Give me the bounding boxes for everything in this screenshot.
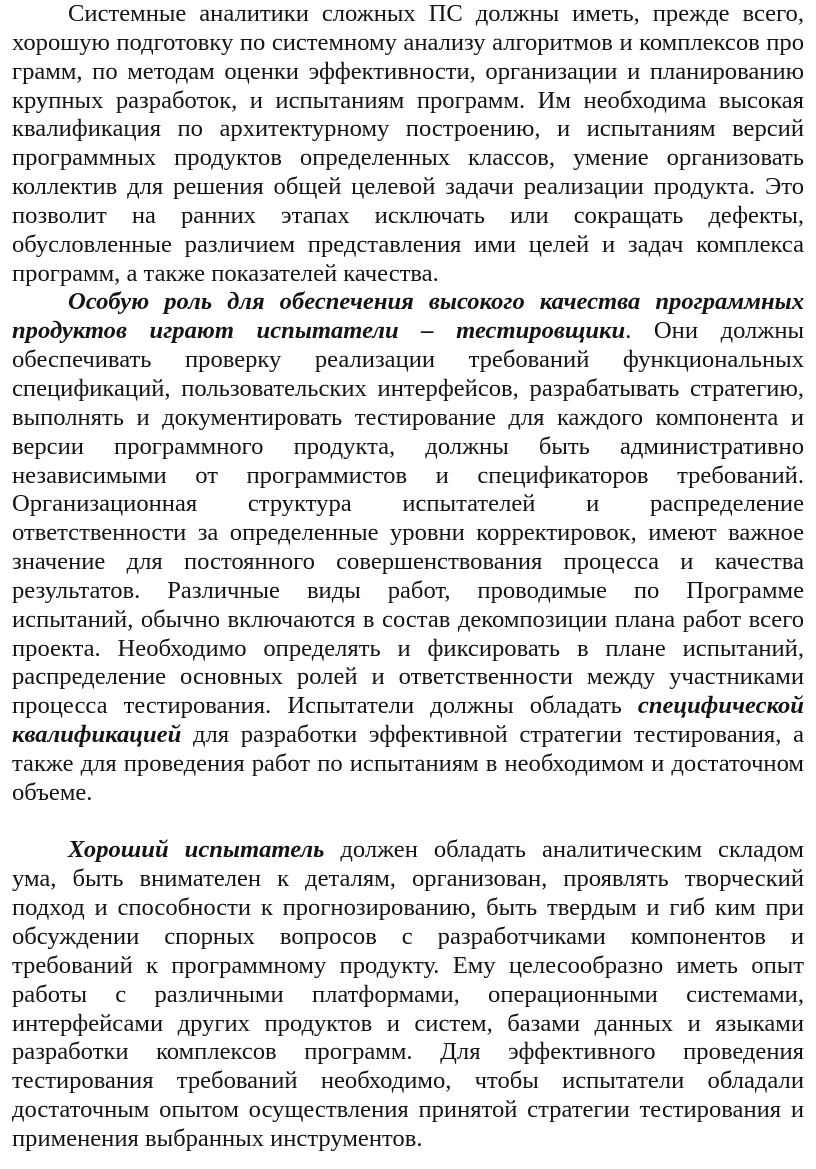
paragraph-text: для разработки эффективной стратегии тестирования, а также для проведения работ по испытаниям в необходимом и достаточном объеме. xyxy=(12,721,804,806)
document-page xyxy=(12,0,804,1154)
paragraph-testers-role xyxy=(12,288,804,807)
emphasis-testers-role: Особую роль для обеспечения высокого качества программных продуктов играют испытатели – тестировщики xyxy=(12,288,804,345)
paragraph-text: должен обладать аналитическим складом ума, быть внимателен к деталям, организован, проявлять творческий подход и способности к прогнозированию, быть твердым и гиб ким при обсуждении спорных вопросов с разработчиками компонентов и требований к программному продукту. Ему целесообразно иметь опыт работы с различными платформами, операционными системами, интерфейсами других продуктов и систем, базами данных и языками разработки комплексов программ. Для эффективного проведения тестирования требований необходимо, чтобы испытатели обладали достаточным опытом осуществления принятой стратегии тестирования и применения выбранных инструментов. xyxy=(12,836,804,1152)
paragraph-gap xyxy=(12,808,804,837)
paragraph-text: . Они должны обеспечивать проверку реализации требований функциональных спецификаций, пользовательских интерфейсов, разрабатывать стратегию, выполнять и документировать тестирование для каждого компонента и версии программного продукта, должны быть административно независимыми от программистов и спецификаторов требований. Организационная структура испытателей и распределение ответственности за определенные уровни корректировок, имеют важное значение для постоянного совершенствования процесса и качества результатов. Различные виды работ, проводимые по Программе испытаний, обычно включаются в состав декомпозиции плана работ всего проекта. Необходимо определять и фиксировать в плане испытаний, распределение основных ролей и ответственности между участниками процесса тестирования. Испытатели должны обладать xyxy=(12,317,805,720)
emphasis-qualification: специфической квалификацией xyxy=(12,692,804,749)
paragraph-good-tester xyxy=(12,836,804,1153)
emphasis-good-tester: Хороший испытатель xyxy=(68,836,325,864)
paragraph-text: Системные аналитики сложных ПС должны иметь, прежде всего, хорошую подготовку по системному анализу алгоритмов и комплексов про грамм, по методам оценки эффективности, организации и планированию крупных разработок, и испытаниям программ. Им необходима высокая квалификация по архитектурному построению, и испытаниям версий программных продуктов определенных классов, умение организовать коллектив для решения общей целевой задачи реализации продукта. Это позволит на ранних этапах исключать или сокращать дефекты, обусловленные различием представления ими целей и задач комплекса программ, а также показателей качества. xyxy=(12,0,804,287)
paragraph-system-analysts xyxy=(12,0,804,288)
